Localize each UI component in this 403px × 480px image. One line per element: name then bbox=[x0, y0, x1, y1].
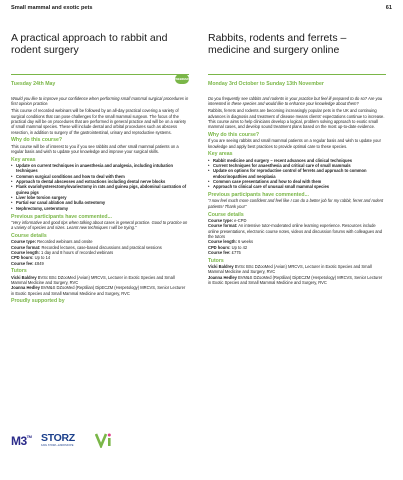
section-title: Small mammal and exotic pets bbox=[11, 5, 93, 11]
detail-value: e-CPD bbox=[233, 217, 247, 223]
detail-label: Course type: bbox=[11, 239, 37, 245]
tutors-heading: Tutors bbox=[11, 268, 27, 275]
tutor-credentials: BVM&S DZooMed (Reptilian) DipECZM (Herpetology) MRCVS, Senior Lecturer in Exotic Species and Small Mammal Medicine and Surgery, RVC bbox=[208, 274, 383, 285]
detail-label: Course length: bbox=[11, 249, 40, 255]
tutor-name: Joanna Hedley bbox=[11, 285, 40, 291]
detail-row bbox=[208, 223, 386, 239]
course-date: Monday 3rd October to Sunday 13th November bbox=[208, 81, 324, 87]
why-text: This course will be of interest to you if you see rabbits and other small mammal patients on a regular basis and wish to update your knowledge and improve your surgical skills. bbox=[11, 143, 179, 154]
course-title: A practical approach to rabbit and rodent surgery bbox=[11, 32, 168, 56]
list-item: • Rabbit medicine and surgery – recent advances and clinical techniques bbox=[208, 158, 386, 163]
course-intro: Do you frequently see rabbits and rodents in your practice but feel ill-prepared to do so? Are you interested in these species and would like to enhance your knowledge about them? bbox=[208, 96, 383, 107]
tutor-entry bbox=[11, 275, 189, 286]
detail-value: £849 bbox=[33, 260, 44, 266]
tutor-name: Vicki Baldrey bbox=[11, 274, 37, 280]
tutor-entry bbox=[11, 285, 189, 296]
list-item: • Flank ovariohysterectomy/ovariectomy in rats and guinea pigs, abdominal castration of guinea pigs bbox=[11, 184, 189, 195]
list-item: • Nephrectomy, ureterotomy bbox=[11, 206, 189, 211]
course-dates bbox=[208, 74, 386, 96]
detail-value: Recorded webinars and onsite bbox=[36, 239, 93, 245]
course-left bbox=[11, 32, 189, 305]
detail-value: An intensive tutor-moderated online learning experience. Resources include online presentations, electronic course notes, videos and discussion forums with colleagues and the tutors bbox=[208, 223, 383, 239]
list-item: • Update on options for reproductive control of ferrets and approach to common endocrinopathies and neoplasia bbox=[208, 168, 386, 179]
course-title: Rabbits, rodents and ferrets – medicine and surgery online bbox=[208, 32, 347, 56]
list-item: • Update on current techniques in anaesthesia and analgesia, including intubation techniques bbox=[11, 163, 189, 174]
list-item: • Approach to clinical care of unusual small mammal species bbox=[208, 184, 386, 189]
detail-label: Course fee: bbox=[11, 260, 34, 266]
detail-label: Course format: bbox=[11, 244, 41, 250]
details-heading: Course details bbox=[11, 232, 47, 239]
detail-label: Course format: bbox=[208, 223, 238, 229]
tutor-credentials: BVSc BSc DZooMed (Avian) MRCVS, Lecturer in Exotic Species and Small Mammal Medicine and Surgery, RVC bbox=[11, 274, 175, 285]
tutor-credentials: BVSc BSc DZooMed (Avian) MRCVS, Lecturer in Exotic Species and Small Mammal Medicine and Surgery, RVC bbox=[208, 263, 372, 275]
list-item: • Common surgical conditions and how to deal with them bbox=[11, 174, 189, 179]
detail-label: Course type: bbox=[208, 217, 234, 223]
detail-label: Course fee: bbox=[208, 249, 231, 255]
tutor-entry bbox=[208, 275, 386, 286]
course-intro: Would you like to improve your confidence when performing small mammal surgical procedures in first opinion practice. bbox=[11, 96, 189, 107]
list-item: • Partial ear canal ablation and bulla osteotomy bbox=[11, 200, 189, 205]
detail-value: 6 weeks bbox=[236, 239, 254, 245]
detail-label: CPD hours: bbox=[208, 244, 231, 250]
vi-logo bbox=[95, 432, 113, 448]
tutor-name: Vicki Baldrey bbox=[208, 263, 234, 269]
sponsor-logos bbox=[11, 432, 191, 452]
detail-value: Up to 14 bbox=[33, 255, 51, 261]
tutor-entry bbox=[208, 264, 386, 275]
comments-heading: Previous participants have commented... bbox=[208, 192, 309, 199]
m3-logo: M3™ bbox=[11, 434, 32, 448]
details-heading: Course details bbox=[208, 211, 244, 218]
comments-heading: Previous participants have commented... bbox=[11, 213, 112, 220]
detail-row bbox=[208, 250, 386, 255]
sponsor-heading: Proudly supported by bbox=[11, 298, 65, 305]
detail-value: Up to 42 bbox=[230, 244, 248, 250]
course-right bbox=[208, 32, 386, 285]
why-heading: Why do this course? bbox=[11, 137, 63, 144]
list-item: • Common case presentations and how to deal with them bbox=[208, 179, 386, 184]
participant-quote: "Very informative and good tips when talking about cases in general practice. Good to practice on a variety of species and sizes. Learnt new techniques I will be trying." bbox=[11, 219, 188, 231]
key-areas-list bbox=[208, 158, 386, 190]
page-header bbox=[11, 5, 392, 17]
detail-label: CPD hours: bbox=[11, 255, 34, 261]
key-areas-list bbox=[11, 163, 189, 211]
tutor-credentials: BVM&S DZooMed (Reptilian) DipECZM (Herpetology) MRCVS, Senior Lecturer in Exotic Species and Small Mammal Medicine and Surgery, RVC bbox=[11, 285, 186, 296]
tutors-list bbox=[208, 264, 386, 285]
course-details bbox=[208, 218, 386, 255]
course-details bbox=[11, 239, 189, 266]
detail-value: 1 day and 8 hours of recorded webinars bbox=[39, 249, 114, 255]
detail-label: Course length: bbox=[208, 239, 237, 245]
course-body: Rabbits, ferrets and rodents are becoming increasingly popular pets in the UK and continuing advances in diagnosis and treatment of disease means clients' expectations continue to increase. This course aims to help clinicians develop a logical, problem solving approach to exotic small mammal cases, and develop sound treatment plans based on the most up-to-date evidence. bbox=[208, 108, 385, 130]
list-item: • Liver lobe torsion surgery bbox=[11, 195, 189, 200]
participant-quote: "I now feel much more confident and feel like I can do a better job for my rabbit, ferret and rodent patients! Thank you!" bbox=[208, 198, 384, 209]
page-number: 61 bbox=[385, 5, 392, 11]
list-item: • Current techniques for anaesthesia and critical care of small mammals bbox=[208, 163, 386, 168]
why-heading: Why do this course? bbox=[208, 132, 260, 139]
course-body: This course of recorded webinars will be followed by an all-day practical covering a variety of surgical conditions that can pose challenges for the small mammal surgeon. The focus of the practical day will be on procedures that are performed in general practice and will be on a variety of small mammal species. These will include dental and orbital procedures such as abscess resection, in addition to surgery of the gastrointestinal, urinary and reproductive systems. bbox=[11, 108, 186, 135]
course-date: Tuesday 24th May bbox=[11, 81, 56, 87]
why-text: If you are seeing rabbits and small mammal patients on a regular basis and wish to update your knowledge and apply best practices to provide optimal care to these species. bbox=[208, 138, 381, 149]
tutor-name: Joanna Hedley bbox=[208, 274, 237, 280]
list-item: • Approach to dental abscesses and extractions including dental nerve blocks bbox=[11, 179, 189, 184]
storz-logo: STORZ KARL STORZ—ENDOSKOPE bbox=[41, 432, 75, 447]
webinar-badge: WEBINAR bbox=[175, 74, 189, 84]
detail-value: £775 bbox=[230, 249, 241, 255]
tutors-heading: Tutors bbox=[208, 257, 224, 264]
tutors-list bbox=[11, 275, 189, 296]
detail-row bbox=[11, 261, 189, 266]
course-dates bbox=[11, 74, 189, 96]
key-areas-heading: Key areas bbox=[208, 151, 233, 158]
detail-value: Recorded lectures, case-based discussions and practical sessions bbox=[40, 244, 162, 250]
key-areas-heading: Key areas bbox=[11, 156, 36, 163]
